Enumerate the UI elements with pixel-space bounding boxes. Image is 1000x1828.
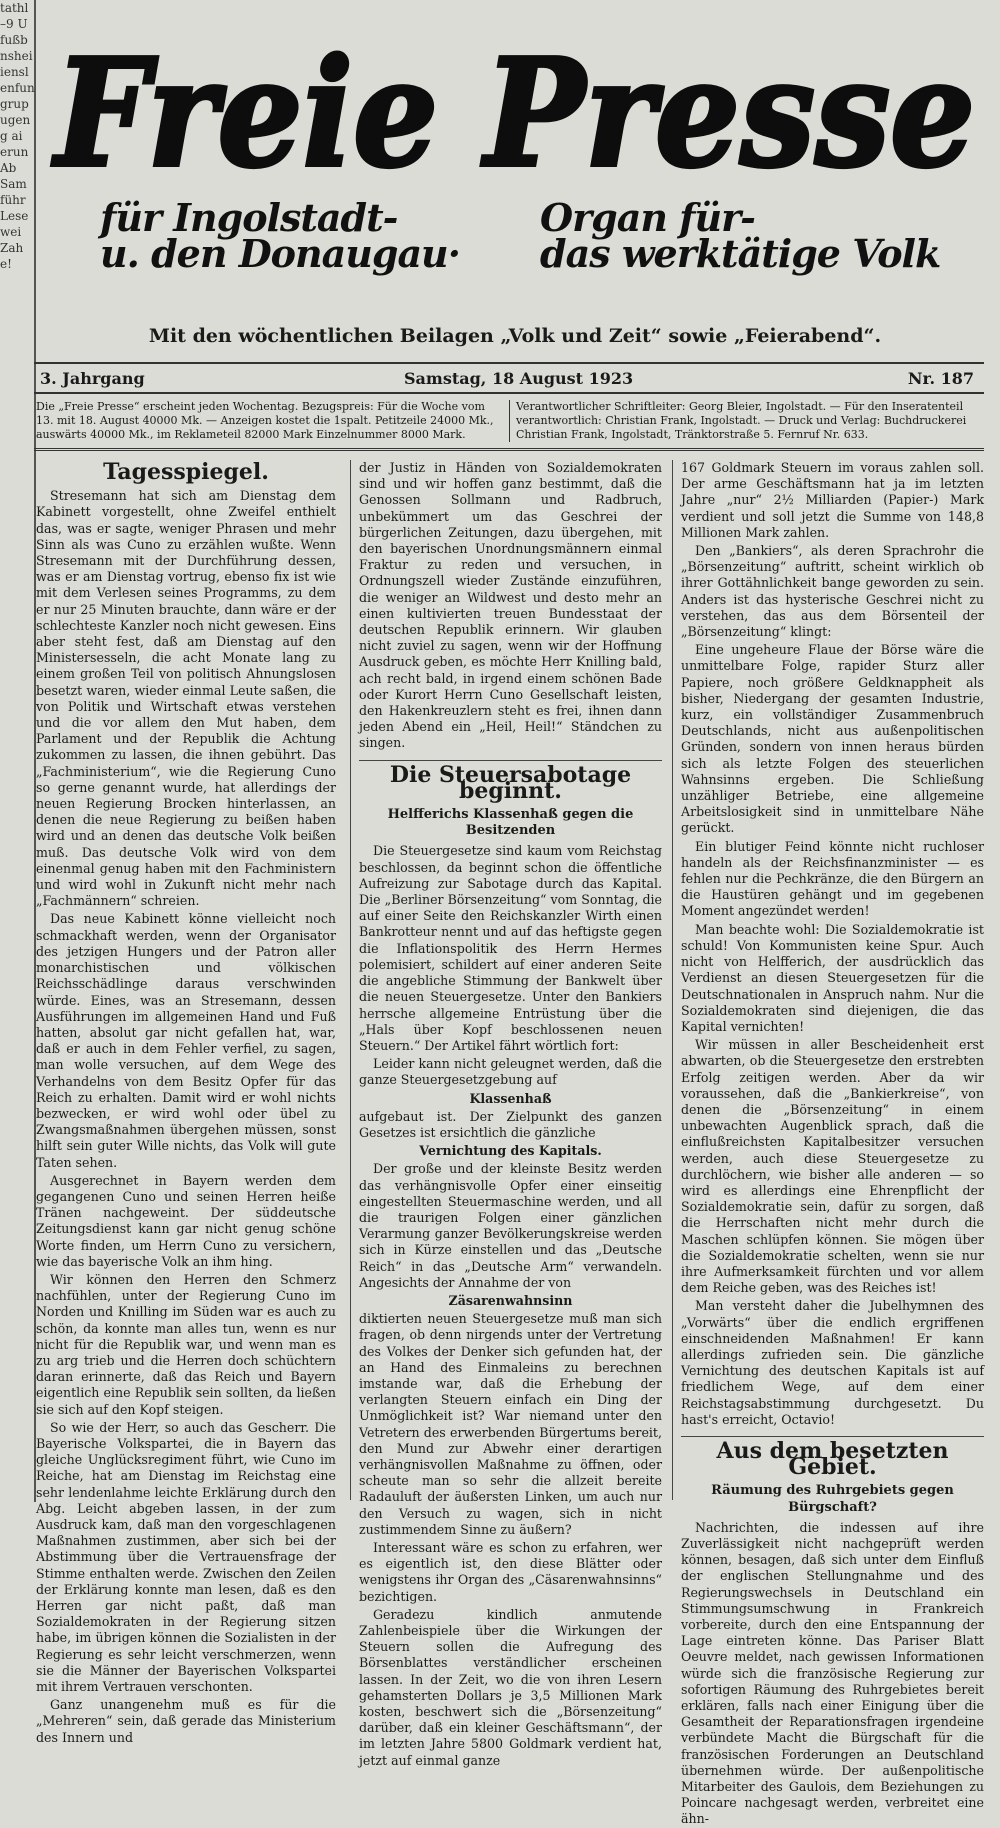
strip-line: e! (0, 257, 12, 271)
strip-line: erun (0, 145, 29, 159)
column-3 (672, 460, 984, 1827)
masthead (40, 26, 990, 280)
subscription-info: Die „Freie Presse“ erscheint jeden Wochentag. Bezugspreis: Für die Woche vom 13. mit 18. August 40000 Mk. — Anzeigen kostet die 1spalt. Petitzeile 24000 Mk., auswärts 40000 Mk., im Reklameteil 82000 Mark Einzelnummer 8000 Mark. (36, 400, 494, 441)
editorial-info: Verantwortlicher Schriftleiter: Georg Bleier, Ingolstadt. — Für den Inseratenteil verantwortlich: Christian Frank, Ingolstadt. — Druck und Verlag: Buchdruckerei Christian Frank, Ingolstadt, Tränktorstraße 5. Fernruf Nr. 633. (509, 400, 984, 442)
strip-line: fußb (0, 33, 28, 47)
subtitle-region (100, 195, 520, 276)
paragraph: Das neue Kabinett könne vielleicht noch schmackhaft werden, wenn der Organisator des jetzigen Hungers und der Patron aller monarchistischen und völkischen Reichsschädlinge daraus verschwinden würde. Eines, was an Stresemann, dessen Ausführungen im allgemeinen Hand und Fuß hatten, absolut gar nicht gefallen hat, war, daß er auch in dem Fehler verfiel, zu sagen, man wolle versuchen, auf dem Wege des Verhandelns von dem Besitz Opfer für das Reich zu erhalten. Damit wird er wohl nichts bezwecken, er wird wohl oder übel zu Zwangsmaßnahmen übergehen müssen, sonst hilft sein guter Wille nichts, das Volk will gute Taten sehen. (36, 911, 336, 1170)
strip-line: iensl (0, 65, 29, 79)
article-subheading: Helfferichs Klassenhaß gegen die Besitzenden (387, 807, 634, 839)
subtitle-organ (540, 195, 980, 276)
divider (359, 760, 662, 761)
paragraph: Wir müssen in aller Bescheidenheit erst abwarten, ob die Steuergesetze den erstrebten Erfolg zeitigen werden. Aber da wir voraussehen, daß die „Bankierkreise“, von denen die „Börsenzeitung“ in einem unbewachten Augenblick sprach, daß die einflußreichsten Kapitalbesitzer versuchen werden, auch diese Steuergesetze zu durchlöchern, wie bisher alle anderen — so wird es allerdings eine Ehrenpflicht der Sozialdemokratie sein, dafür zu sorgen, daß die Herrschaften nicht mehr durch die Maschen schlüpfen können. Sie mögen über die Sozialdemokratie schelten, wenn sie nur ihre Aufmerksamkeit fürchten und vor allem dem Reiche geben, was des Reiches ist! (681, 1037, 984, 1296)
strip-line: Sam (0, 177, 27, 191)
keyword-heading: Zäsarenwahnsinn (448, 1292, 573, 1308)
issue-year: 3. Jahrgang (40, 369, 145, 388)
title-blackletter (40, 26, 990, 200)
strip-line: g ai (0, 129, 23, 143)
paragraph: Wir können den Herren den Schmerz nachfühlen, unter der Regierung Cuno im Norden und Knilling im Süden war es auch zu schön, da konnte man alles tun, wenn es nur nicht für die Republik war, und wenn man es zu arg trieb und die Herren doch schüchtern daran erinnerte, daß das Reich und Bayern eigentlich eine Republik sein sollten, da ließen sie sich auf den Kopf steigen. (36, 1271, 336, 1417)
adjacent-page-strip (0, 0, 36, 1502)
issue-number: Nr. 187 (907, 369, 974, 388)
subtitle-organ-line-2: das werktätige Volk (540, 231, 941, 276)
paragraph: aufgebaut ist. Der Zielpunkt des ganzen Gesetzes ist ersichtlich die gänzliche (359, 1108, 662, 1140)
paragraph: Eine ungeheure Flaue der Börse wäre die unmittelbare Folge, rapider Sturz aller Papiere, noch größere Geldknappheit als bisher, Niedergang der gesamten Industrie, kurz, ein vollständiger Zusammenbruch Deutschlands, nicht aus außenpolitischen Gründen, sondern von innen heraus bürden sich als letzte Folgen des steuerlichen Wahnsinns ergeben. Die Schließung unzähliger Betriebe, eine allgemeine Arbeitslosigkeit sind in unmittelbare Nähe gerückt. (681, 642, 984, 836)
strip-line: nshei (0, 49, 33, 63)
title-text: Freie Presse (51, 26, 976, 200)
article-heading-tagesspiegel: Tagesspiegel. (103, 459, 269, 485)
column-2 (350, 460, 662, 1768)
subtitle-organ-line-1: Organ für- (540, 195, 755, 240)
paragraph: diktierten neuen Steuergesetze muß man sich fragen, ob denn nirgends unter der Vertretung des Volkes der Denker sich gefunden hat, der an Hand des Einmaleins zu berechnen imstande war, daß die Erhebung der verlangten Steuern einfach ein Ding der Unmöglichkeit ist? War niemand unter den Vetretern des erwerbenden Bürgertums bereit, den Mund zur Abwehr einer derartigen verhängnisvollen Maßnahme zu öffnen, oder scheute man so sehr die allzeit bereite Radauluft der äußersten Linken, um auch nur den Versuch zu wagen, sich in nicht zustimmendem Sinne zu äußern? (359, 1311, 662, 1537)
strip-line: ugen (0, 113, 31, 127)
keyword-heading: Klassenhaß (469, 1090, 552, 1106)
paragraph: 167 Goldmark Steuern im voraus zahlen soll. Der arme Geschäftsmann hat ja im letzten Jahre „nur“ 2½ Milliarden (Papier-) Mark verdient und soll jetzt die Summe von 148,8 Millionen Mark zahlen. (681, 460, 984, 540)
paragraph: Ausgerechnet in Bayern werden dem gegangenen Cuno und seinen Herren heiße Tränen nachgeweint. Der süddeutsche Zeitungsdienst kann gar nicht genug schöne Worte finden, um Herrn Cuno zu versichern, wie das bayerische Volk an ihm hing. (36, 1172, 336, 1269)
paragraph: der Justiz in Händen von Sozialdemokraten sind und wir hoffen ganz bestimmt, daß die Genossen Sollmann und Radbruch, unbekümmert um das Geschrei der bürgerlichen Zeitungen, dazu übergehen, mit den bayerischen Unordnungsmännern einmal Fraktur zu reden und versuchen, in Ordnungszell wieder Zustände einzuführen, die weniger an Wildwest und desto mehr an einen kultivierten treuen Bundesstaat der deutschen Republik erinnern. Wir glauben nicht zuviel zu sagen, wenn wir der Hoffnung Ausdruck geben, es möchte Herr Knilling bald, ach recht bald, in irgend einem schönen Bade oder Kurort Herrn Cuno Gesellschaft leisten, den Hakenkreuzlern steht es frei, ihnen dann jeden Abend ein „Heil, Heil!“ Ständchen zu singen. (359, 460, 662, 751)
paragraph: Ganz unangenehm muß es für die „Mehreren“ sein, daß gerade das Ministerium des Innern und (36, 1697, 336, 1745)
column-1 (36, 459, 336, 1745)
keyword-heading: Vernichtung des Kapitals. (419, 1143, 602, 1159)
divider (681, 1436, 984, 1437)
paragraph: Die Steuergesetze sind kaum vom Reichstag beschlossen, da beginnt schon die öffentliche Aufreizung zur Sabotage durch das Kapital. Die „Berliner Börsenzeitung“ vom Sonntag, die auf einer Seite den Reichskanzler Wirth einen Bankrotteur nennt und auf das heftigste gegen die Inflationspolitik des Herrn Hermes polemisiert, schildert auf einer anderen Seite die angebliche Stimmung der Bankwelt über die neuen Steuergesetze. Unter den Bankiers herrsche allgemeine Entrüstung über die „Hals über Kopf beschlossenen neuen Steuern.“ Der Artikel fährt wörtlich fort: (359, 843, 662, 1053)
strip-line: führ (0, 193, 26, 207)
issue-line (34, 362, 984, 394)
strip-line: grup (0, 97, 29, 111)
strip-line: enfun (0, 81, 35, 95)
paragraph: So wie der Herr, so auch das Gescherr. Die Bayerische Volkspartei, die in Bayern das gleiche Unglücksregiment führt, wie Cuno im Reiche, hat am Dienstag im Reichstag eine sehr lendenlahme leichte Erklärung durch den Abg. Leicht abgeben lassen, in der zum Ausdruck kam, daß man den vorgeschlagenen Maßnahmen zustimmen, aber sich bei der Abstimmung über die Vertrauensfrage der Stimme enthalten werde. Zwischen den Zeilen der Erklärung konnte man lesen, daß es den Herren gar nicht paßt, daß man Sozialdemokraten in der Regierung sitzen habe, im übrigen können die Sozialisten in der Regierung es sehr leicht verschmerzen, wenn sie die Männer der Bayerischen Volkspartei mit ihrem Vertrauen verschonten. (36, 1419, 336, 1695)
publication-info (34, 398, 984, 451)
strip-line: –9 U (0, 17, 28, 31)
article-subheading: Räumung des Ruhrgebiets gegen Bürgschaft? (711, 1483, 954, 1515)
paragraph: Man versteht daher die Jubelhymnen des „Vorwärts“ über die endlich ergriffenen einschneidenden Maßnahmen! Er kann allerdings zufrieden sein. Die gänzliche Vernichtung des deutschen Kapitals ist auf friedlichem Wege, auf dem einer Reichstagsabstimmung durchgesetzt. Du hast's erreicht, Octavio! (681, 1298, 984, 1427)
strip-line: Zah (0, 241, 24, 255)
paragraph: Geradezu kindlich anmutende Zahlenbeispiele über die Wirkungen der Steuern sollen die Aufregung des Börsenblattes verständlicher erscheinen lassen. In der Zeit, wo die von ihren Lesern gehamsterten Dollars je 3,5 Millionen Mark kosten, beschwert sich die „Börsenzeitung“ darüber, daß ein kleiner Geschäftsmann“, der im letzten Jahre 5800 Goldmark verdient hat, jetzt auf einmal ganze (359, 1606, 662, 1768)
article-heading-steuersabotage: Die Steuersabotage beginnt. (389, 761, 632, 804)
paragraph: Der große und der kleinste Besitz werden das verhängnisvolle Opfer einer einseitig eingestellten Steuermaschine werden, und all die traurigen Folgen einer gänzlichen Verarmung ganzer Bevölkerungskreise werden sich in Kürze einstellen und das „Deutsche Reich“ in das „Deutsche Arm“ verwandeln. Angesichts der Annahme der von (359, 1161, 662, 1290)
paragraph: Leider kann nicht geleugnet werden, daß die ganze Steuergesetzgebung auf (359, 1056, 662, 1088)
paragraph: Nachrichten, die indessen auf ihre Zuverlässigkeit nicht nachgeprüft werden können, besagen, daß sich unter dem Einfluß der englischen Stellungnahme und des Regierungswechsels in Deutschland ein Stimmungsumschwung in Frankreich vorbereite, durch den eine Entspannung der Lage eintreten könne. Das Pariser Blatt Oeuvre meldet, nach gewissen Informationen würde sich die französische Regierung zur sofortigen Räumung des Ruhrgebietes bereit erklären, falls nach einer Einigung über die Gesamtheit der Reparationsfragen irgendeine verbündete Macht die Bürgschaft für die französischen Forderungen an Deutschland übernehmen würde. Der außenpolitische Mitarbeiter des Gaulois, dem Beziehungen zu Poincare nachgesagt werden, verbreitet eine ähn- (681, 1519, 984, 1827)
paragraph: Ein blutiger Feind könnte nicht ruchloser handeln als der Reichsfinanzminister — es fehlen nur die Pechkränze, die den Bürgern an die Haustüren gehängt und im gegebenen Moment angezündet werden! (681, 838, 984, 919)
supplements-line: Mit den wöchentlichen Beilagen „Volk und Zeit“ sowie „Feierabend“. (148, 325, 882, 347)
subtitle-region-line-1: für Ingolstadt- (100, 195, 398, 240)
newspaper-title (40, 26, 990, 200)
paragraph: Man beachte wohl: Die Sozialdemokratie ist schuld! Von Kommunisten keine Spur. Auch nicht von Helfferich, der ausdrücklich das Verdienst an diesen Steuergesetzen für die Deutschnationalen in Anspruch nahm. Nur die Sozialdemokraten sind diejenigen, die das Kapital vernichten! (681, 921, 984, 1034)
subtitle-region-line-2: u. den Donaugau· (100, 231, 460, 276)
strip-line: tathl (0, 1, 29, 15)
paragraph: Interessant wäre es schon zu erfahren, wer es eigentlich ist, den diese Blätter oder wenigstens ihr Organ des „Cäsarenwahnsinns“ bezichtigen. (359, 1540, 662, 1604)
issue-date: Samstag, 18 August 1923 (404, 369, 634, 388)
strip-line: Ab (0, 161, 17, 175)
paragraph: Den „Bankiers“, als deren Sprachrohr die „Börsenzeitung“ auftritt, scheint wirklich ob ihrer Gottähnlichkeit bange geworden zu sein. Anders ist das hysterische Geschrei nicht zu verstehen, das aus dem Börsenteil der „Börsenzeitung“ klingt: (681, 543, 984, 640)
article-heading-besetztes-gebiet: Aus dem besetzten Gebiet. (716, 1437, 949, 1481)
paragraph: Stresemann hat sich am Dienstag dem Kabinett vorgestellt, ohne Zweifel enthielt das, was er sagte, weniger Phrasen und mehr Sinn als was Cuno zu erzählen wußte. Wenn Stresemann mit der Durchführung dessen, was er am Dienstag vortrug, ebenso fix ist wie mit dem Verlesen seines Programms, zu dem er nur 25 Minuten brauchte, dann wäre er der schlechteste Kanzler noch nicht gewesen. Eins aber steht fest, daß am Dienstag auf den Ministersesseln, die acht Monate lang zu einem großen Teil von politisch Ahnungslosen besetzt waren, wieder einmal Leute saßen, die von Politik und Wirtschaft etwas verstehen und die vor allem den Mut haben, dem Parlament und der Republik die Achtung zukommen zu lassen, die ihnen gebührt. Das „Fachministerium“, wie die Regierung Cuno so gerne genannt wurde, hat allerdings der neuen Regierung Brocken hinterlassen, an denen die neue Regierung zu beißen haben wird und an denen das deutsche Volk beißen muß. Das deutsche Volk wird von dem einenmal genug haben mit den Fachministern und wird wohl in Zukunft nicht mehr nach „Fachmännern“ schreien. (36, 488, 336, 909)
strip-line: wei (0, 225, 22, 239)
strip-line: Lese (0, 209, 29, 223)
